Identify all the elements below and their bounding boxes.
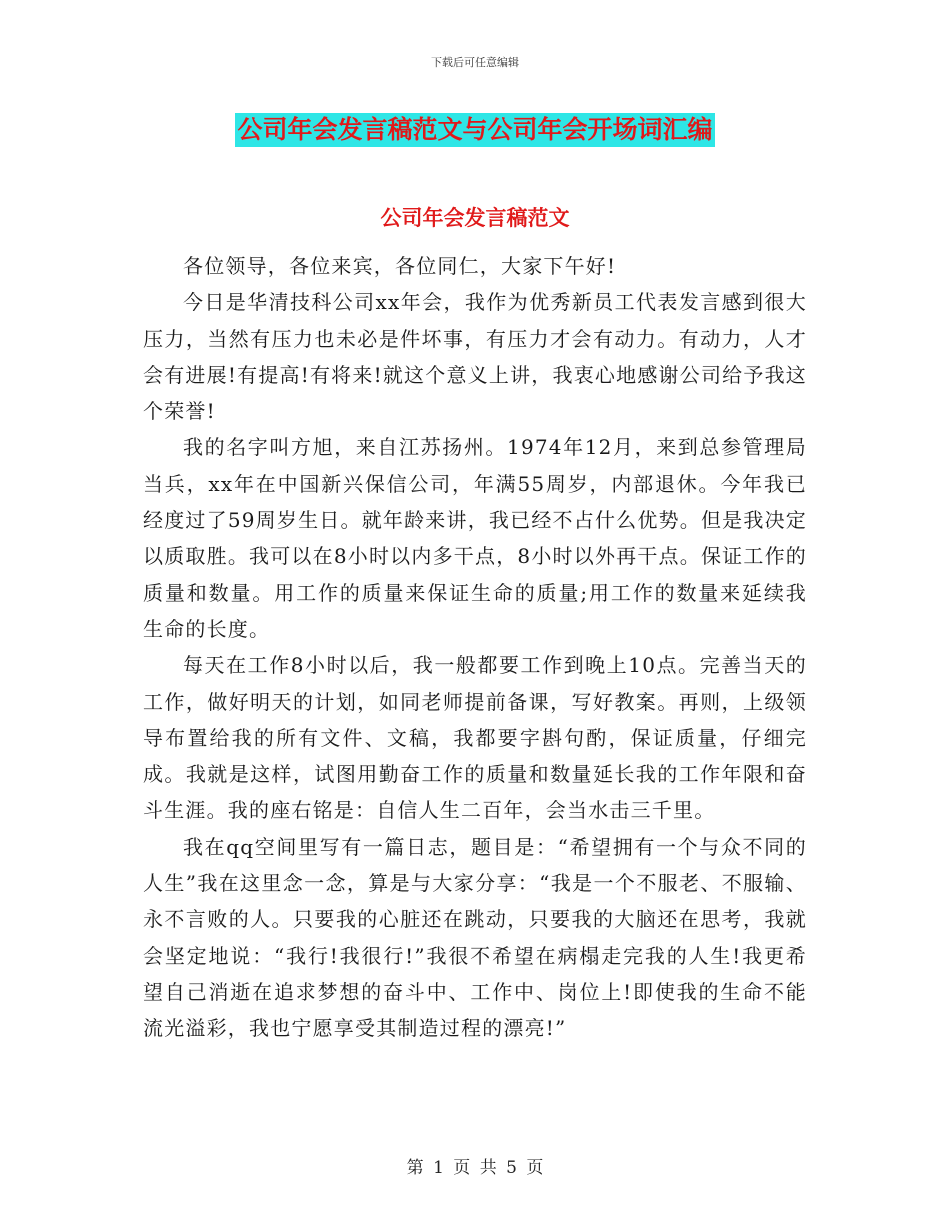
paragraph-blog-quote: 我在qq空间里写有一篇日志，题目是：“希望拥有一个与众不同的人生”我在这里念一念，算是与大家分享：“我是一个不服老、不服输、永不言败的人。只要我的心脏还在跳动，只要我的大脑还在思考，我就会坚定地说：“我行!我很行!”我很不希望在病榻走完我的人生!我更希望自己消逝在追求梦想的奋斗中、工作中、岗位上!即使我的生命不能流光溢彩，我也宁愿享受其制造过程的漂亮!” bbox=[143, 834, 807, 1041]
page-number: 第 1 页 共 5 页 bbox=[406, 1158, 544, 1178]
document-body bbox=[143, 248, 807, 1047]
document-title-text: 公司年会发言稿范文与公司年会开场词汇编 bbox=[235, 113, 714, 147]
section-title: 公司年会发言稿范文 bbox=[380, 206, 570, 230]
page-header-note: 下载后可任意编辑 bbox=[431, 56, 519, 69]
document-title bbox=[0, 113, 950, 147]
paragraph-work-habits: 每天在工作8小时以后，我一般都要工作到晚上10点。完善当天的工作，做好明天的计划，如同老师提前备课，写好教案。再则，上级领导布置给我的所有文件、文稿，我都要字斟句酌，保证质量，仔细完成。我就是这样，试图用勤奋工作的质量和数量延长我的工作年限和奋斗生涯。我的座右铭是：自信人生二百年，会当水击三千里。 bbox=[143, 653, 807, 823]
paragraph-intro: 今日是华清技科公司xx年会，我作为优秀新员工代表发言感到很大压力，当然有压力也未必是件坏事，有压力才会有动力。有动力，人才会有进展!有提高!有将来!就这个意义上讲，我衷心地感谢公司给予我这个荣誉! bbox=[143, 290, 807, 424]
paragraph-greeting: 各位领导，各位来宾，各位同仁，大家下午好! bbox=[183, 254, 617, 278]
paragraph-background: 我的名字叫方旭，来自江苏扬州。1974年12月，来到总参管理局当兵，xx年在中国新兴保信公司，年满55周岁，内部退休。今年我已经度过了59周岁生日。就年龄来讲，我已经不占什么优势。但是我决定以质取胜。我可以在8小时以内多干点，8小时以外再干点。保证工作的质量和数量。用工作的质量来保证生命的质量;用工作的数量来延续我生命的长度。 bbox=[143, 435, 807, 641]
